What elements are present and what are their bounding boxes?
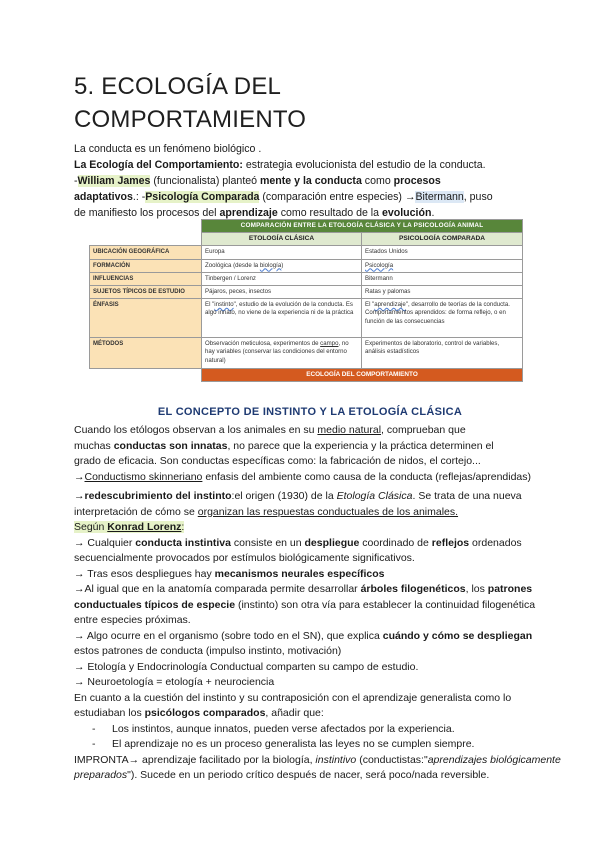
comparison-table [89, 219, 522, 382]
body-text [74, 423, 594, 784]
table-row: UBICACIÓN GEOGRÁFICA Europa Estados Unidos [90, 246, 523, 259]
body-line [74, 520, 594, 536]
page-title [74, 70, 306, 136]
body-line: →Conductismo skinneriano enfasis del ambiente como causa de la conducta (reflejas/aprendidas) [74, 470, 532, 483]
intro-line: -William James (funcionalista) planteó mente y la conducta como procesos [74, 175, 441, 187]
body-line: estos patrones de conducta (impulso instinto, motivación) [74, 645, 342, 657]
table-header-etologia: ETOLOGÍA CLÁSICA [202, 233, 362, 246]
body-line: muchas conductas son innatas, no parece que la experiencia y la práctica determinen el [74, 439, 494, 452]
body-line: →Al igual que en la anatomía comparada permite desarrollar árboles filogenéticos, los patrones [74, 583, 533, 595]
body-line: preparados"). Sucede en un periodo crítico después de nacer, será poco/nada reversible. [74, 769, 490, 781]
table-title: COMPARACIÓN ENTRE LA ETOLOGÍA CLÁSICA Y LA PSICOLOGÍA ANIMAL [202, 220, 523, 233]
body-line: → Etología y Endocrinología Conductual comparten su campo de estudio. [74, 660, 419, 673]
list-item: - El aprendizaje no es un proceso generalista las leyes no se cumplen siempre. [92, 738, 475, 750]
table-row: INFLUENCIAS Tinbergen / Lorenz Bitermann [90, 272, 523, 285]
body-line: estudiaban los psicólogos comparados, añadir que: [74, 707, 324, 719]
body-line: → Neuroetología = etología + neurociencia [74, 676, 275, 688]
title-line-2: COMPORTAMIENTO [74, 106, 307, 133]
body-line: → Tras esos despliegues hay mecanismos neurales específicos [74, 567, 385, 580]
body-line: En cuanto a la cuestión del instinto y su contraposición con el aprendizaje generalista como lo [74, 691, 512, 704]
table-row: SUJETOS TÍPICOS DE ESTUDIO Pájaros, peces, insectos Ratas y palomas [90, 286, 523, 299]
body-line: → Cualquier conducta instintiva consiste en un despliegue coordinado de reflejos ordenados [74, 536, 522, 549]
body-line: grado de eficacia. Son conductas específicas como: la fabricación de nidos, el cortejo... [74, 455, 481, 467]
body-line: → Algo ocurre en el organismo (sobre todo en el SN), que explica cuándo y cómo se despliegan [74, 629, 533, 642]
body-line: conductuales típicos de especie (instinto) son otra vía para establecer la continuidad filogenética [74, 598, 536, 611]
highlight-bitermann: Bitermann [415, 191, 464, 203]
title-line-1: 5. ECOLOGÍA DEL [74, 73, 282, 100]
intro-line: La conducta es un fenómeno biológico . [74, 143, 262, 155]
highlight-psicologia-comparada: Psicología Comparada [145, 191, 260, 203]
body-line: entre especies próximas. [74, 614, 191, 626]
body-line: IMPRONTA→ aprendizaje facilitado por la biología, instintivo (conductistas:"aprendizajes biológicamente [74, 753, 561, 766]
table-header-psicologia: PSICOLOGÍA COMPARADA [362, 233, 523, 246]
body-line: →redescubrimiento del instinto:el origen (1930) de la Etología Clásica. Se trata de una nueva [74, 490, 522, 502]
intro-paragraph [74, 141, 574, 221]
intro-line: adaptativos.: -Psicología Comparada (comparación entre especies) →Bitermann, puso [74, 191, 493, 203]
body-line: Cuando los etólogos observan a los animales en su medio natural, comprueban que [74, 424, 466, 436]
intro-line: de manifiesto los procesos del aprendizaje como resultado de la evolución. [74, 207, 435, 219]
table-row: ÉNFASIS El "instinto", estudio de la evolución de la conducta. Es algo innato, no viene de la experiencia ni de la práctica El "aprendizaje", desarrollo de teorías de la conducta. Comportamientos aprendidos: de forma reflejo, o en función de las consecuencias [90, 299, 523, 338]
section-heading: EL CONCEPTO DE INSTINTO Y LA ETOLOGÍA CLÁSICA [157, 406, 463, 418]
highlight-segun-lorenz: Según Konrad Lorenz: [74, 521, 185, 533]
intro-line: La Ecología del Comportamiento: estrategia evolucionista del estudio de la conducta. [74, 159, 486, 171]
body-line: secuencialmente provocados por estímulos biológicamente significativos. [74, 552, 415, 564]
table-row: MÉTODOS Observación meticulosa, experimentos de campo, no hay variables (conservar las condiciones del entorno natural) Experimentos de laboratorio, control de variables, análisis estadísticos [90, 338, 523, 369]
table-footer: ECOLOGÍA DEL COMPORTAMIENTO [202, 369, 523, 382]
table-row: FORMACIÓN Zoológica (desde la biología) Psicología [90, 259, 523, 272]
body-line: interpretación de cómo se organizan las respuestas conductuales de los animales. [74, 505, 459, 518]
highlight-william-james: William James [77, 175, 151, 187]
list-item: - Los instintos, aunque innatos, pueden verse afectados por la experiencia. [92, 722, 455, 735]
